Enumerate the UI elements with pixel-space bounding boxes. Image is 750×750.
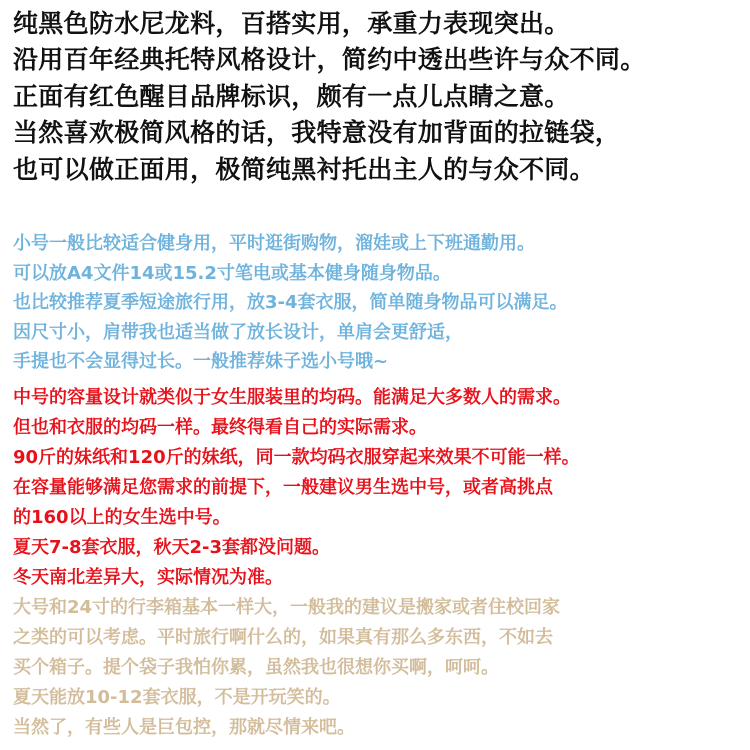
intro-description (13, 6, 743, 188)
small-size-line: 手提也不会显得过长。一般推荐妹子选小号哦~ (13, 351, 389, 373)
intro-line: 沿用百年经典托特风格设计，简约中透出些许与众不同。 (13, 45, 646, 75)
intro-line: 当然喜欢极简风格的话，我特意没有加背面的拉链袋， (13, 118, 621, 148)
small-size-line: 可以放A4文件14或15.2寸笔电或基本健身随身物品。 (13, 262, 451, 284)
medium-size-line: 夏天7-8套衣服，秋天2-3套都没问题。 (13, 537, 331, 558)
large-size-description (13, 593, 743, 743)
large-size-line: 大号和24寸的行李箱基本一样大，一般我的建议是搬家或者住校回家 (13, 597, 561, 618)
medium-size-line: 的160以上的女生选中号。 (13, 507, 231, 528)
medium-size-line: 中号的容量设计就类似于女生服装里的均码。能满足大多数人的需求。 (13, 387, 571, 408)
medium-size-line: 冬天南北差异大，实际情况为准。 (13, 567, 283, 588)
intro-line: 也可以做正面用，极简纯黑衬托出主人的与众不同。 (13, 154, 595, 184)
small-size-line: 小号一般比较适合健身用，平时逛街购物，溜娃或上下班通勤用。 (13, 233, 535, 254)
medium-size-line: 但也和衣服的均码一样。最终得看自己的实际需求。 (13, 417, 427, 438)
large-size-line: 夏天能放10-12套衣服，不是开玩笑的。 (13, 687, 341, 708)
large-size-line: 之类的可以考虑。平时旅行啊什么的，如果真有那么多东西，不如去 (13, 627, 553, 648)
small-size-description (13, 229, 743, 377)
medium-size-description (13, 383, 743, 593)
large-size-line: 买个箱子。提个袋子我怕你累，虽然我也很想你买啊，呵呵。 (13, 657, 499, 678)
large-size-line: 当然了，有些人是巨包控，那就尽情来吧。 (13, 717, 355, 738)
medium-size-line: 在容量能够满足您需求的前提下，一般建议男生选中号，或者高挑点 (13, 477, 553, 498)
small-size-line: 因尺寸小，肩带我也适当做了放长设计，单肩会更舒适， (13, 321, 463, 343)
medium-size-line: 90斤的妹纸和120斤的妹纸，同一款均码衣服穿起来效果不可能一样。 (13, 447, 580, 468)
small-size-line: 也比较推荐夏季短途旅行用，放3-4套衣服，简单随身物品可以满足。 (13, 292, 568, 314)
intro-line: 正面有红色醒目品牌标识，颇有一点儿点睛之意。 (13, 81, 570, 111)
intro-line: 纯黑色防水尼龙料，百搭实用，承重力表现突出。 (13, 9, 570, 38)
